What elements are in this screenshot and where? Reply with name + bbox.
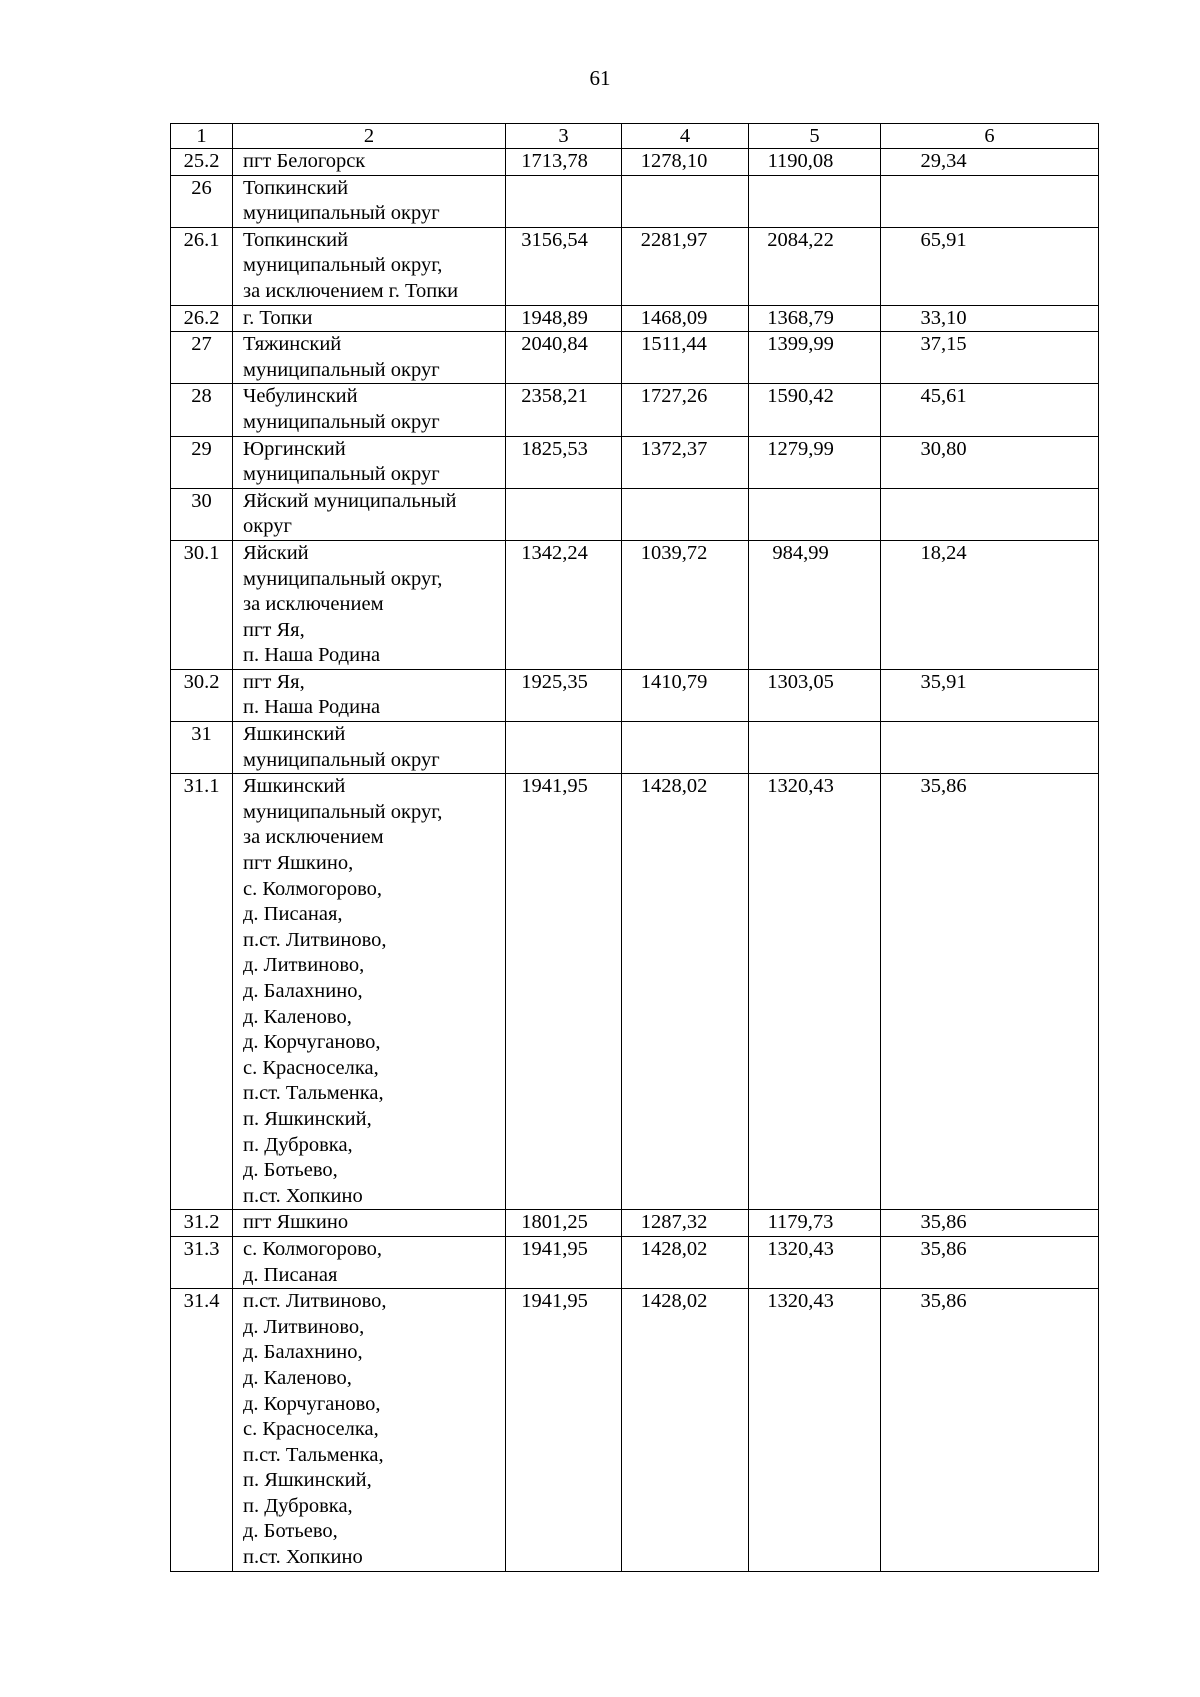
territory-name-line: муниципальный округ, <box>243 254 443 277</box>
territory-name-cell <box>233 175 506 227</box>
value-cell-col3: 1713,78 <box>506 149 622 176</box>
value-cell-col6: 45,61 <box>881 384 1099 436</box>
territory-name-line: муниципальный округ <box>243 410 440 433</box>
territory-name-line: п. Наша Родина <box>243 644 381 667</box>
territory-name-cell <box>233 305 506 332</box>
territory-name-line: Яйский муниципальный <box>243 489 457 512</box>
page-number: 61 <box>589 66 611 90</box>
territory-name-line: п.ст. Хопкино <box>243 1546 363 1569</box>
row-number-cell: 31.1 <box>171 774 233 1210</box>
territory-name-line: муниципальный округ <box>243 358 440 381</box>
value-cell-col5: 2084,22 <box>749 227 881 305</box>
value-cell-col4: 1372,37 <box>622 436 749 488</box>
territory-name-cell <box>233 1210 506 1237</box>
value-cell-col4: 1468,09 <box>622 305 749 332</box>
territory-name-line: муниципальный округ <box>243 202 440 225</box>
value-cell-col6: 35,86 <box>881 1210 1099 1237</box>
territory-name-cell <box>233 332 506 384</box>
value-cell-col3: 1801,25 <box>506 1210 622 1237</box>
territory-name-line: д. Каленово, <box>243 1366 352 1389</box>
territory-name-line: с. Красноселка, <box>243 1418 379 1441</box>
table-row <box>171 1210 1099 1237</box>
value-cell-col4: 1727,26 <box>622 384 749 436</box>
table-row <box>171 488 1099 540</box>
column-header: 3 <box>506 124 622 149</box>
territory-name-line: Чебулинский <box>243 385 358 408</box>
value-cell-col3: 2040,84 <box>506 332 622 384</box>
value-cell-col5 <box>749 175 881 227</box>
table-row <box>171 774 1099 1210</box>
table-row <box>171 1236 1099 1288</box>
table-row <box>171 436 1099 488</box>
value-cell-col3 <box>506 488 622 540</box>
territory-name-line: д. Писаная <box>243 1263 338 1286</box>
territory-name-line: Тяжинский <box>243 333 342 356</box>
territory-name-line: с. Красноселка, <box>243 1056 379 1079</box>
value-cell-col6 <box>881 175 1099 227</box>
row-number-cell: 30 <box>171 488 233 540</box>
value-cell-col6: 65,91 <box>881 227 1099 305</box>
territory-name-line: Топкинский <box>243 228 349 251</box>
value-cell-col3: 3156,54 <box>506 227 622 305</box>
value-cell-col4: 1410,79 <box>622 669 749 721</box>
value-cell-col6: 35,86 <box>881 1236 1099 1288</box>
column-header: 2 <box>233 124 506 149</box>
territory-name-line: муниципальный округ, <box>243 567 443 590</box>
territory-name-cell <box>233 669 506 721</box>
territory-name-line: с. Колмогорово, <box>243 1237 382 1260</box>
value-cell-col3: 1941,95 <box>506 1236 622 1288</box>
value-cell-col4: 2281,97 <box>622 227 749 305</box>
territory-name-line: пгт Яя, <box>243 670 305 693</box>
table-row <box>171 722 1099 774</box>
table-row <box>171 384 1099 436</box>
value-cell-col4: 1287,32 <box>622 1210 749 1237</box>
territory-name-line: д. Каленово, <box>243 1005 352 1028</box>
territory-name-cell <box>233 540 506 669</box>
territory-name-line: п.ст. Хопкино <box>243 1184 363 1207</box>
value-cell-col6: 35,86 <box>881 1289 1099 1572</box>
value-cell-col5 <box>749 488 881 540</box>
value-cell-col6: 18,24 <box>881 540 1099 669</box>
territory-name-line: д. Корчуганово, <box>243 1031 381 1054</box>
value-cell-col3: 1342,24 <box>506 540 622 669</box>
row-number-cell: 30.1 <box>171 540 233 669</box>
data-table <box>170 123 1099 1572</box>
column-header: 6 <box>881 124 1099 149</box>
table-row <box>171 332 1099 384</box>
value-cell-col4 <box>622 722 749 774</box>
column-header: 1 <box>171 124 233 149</box>
value-cell-col6: 30,80 <box>881 436 1099 488</box>
territory-name-line: п.ст. Литвиново, <box>243 928 387 951</box>
value-cell-col3: 1941,95 <box>506 1289 622 1572</box>
row-number-cell: 30.2 <box>171 669 233 721</box>
value-cell-col3 <box>506 722 622 774</box>
value-cell-col3: 1948,89 <box>506 305 622 332</box>
table-row <box>171 1289 1099 1572</box>
territory-name-line: за исключением г. Топки <box>243 279 459 302</box>
table-row <box>171 149 1099 176</box>
territory-name-line: пгт Белогорск <box>243 150 366 172</box>
territory-name-line: п.ст. Тальменка, <box>243 1082 384 1105</box>
territory-name-line: Яшкинский <box>243 775 346 798</box>
value-cell-col5: 1179,73 <box>749 1210 881 1237</box>
territory-name-cell <box>233 227 506 305</box>
value-cell-col5: 984,99 <box>749 540 881 669</box>
territory-name-line: д. Балахнино, <box>243 980 363 1002</box>
row-number-cell: 27 <box>171 332 233 384</box>
territory-name-line: п.ст. Тальменка, <box>243 1443 384 1466</box>
territory-name-line: муниципальный округ <box>243 463 440 486</box>
territory-name-line: за исключением <box>243 593 384 616</box>
territory-name-line: пгт Яшкино, <box>243 852 354 875</box>
table-row <box>171 540 1099 669</box>
row-number-cell: 31.3 <box>171 1236 233 1288</box>
value-cell-col6 <box>881 722 1099 774</box>
value-cell-col6: 29,34 <box>881 149 1099 176</box>
row-number-cell: 26.2 <box>171 305 233 332</box>
value-cell-col5: 1320,43 <box>749 1236 881 1288</box>
territory-name-cell <box>233 149 506 176</box>
territory-name-cell <box>233 488 506 540</box>
territory-name-line: д. Ботьево, <box>243 1159 338 1182</box>
row-number-cell: 31.4 <box>171 1289 233 1572</box>
territory-name-cell <box>233 774 506 1210</box>
territory-name-cell <box>233 1236 506 1288</box>
territory-name-line: за исключением <box>243 826 384 849</box>
value-cell-col6: 35,86 <box>881 774 1099 1210</box>
territory-name-line: с. Колмогорово, <box>243 877 382 900</box>
value-cell-col3: 1825,53 <box>506 436 622 488</box>
value-cell-col6: 33,10 <box>881 305 1099 332</box>
value-cell-col5: 1279,99 <box>749 436 881 488</box>
territory-name-line: п. Наша Родина <box>243 696 381 719</box>
value-cell-col6: 37,15 <box>881 332 1099 384</box>
territory-name-line: п. Яшкинский, <box>243 1107 372 1130</box>
territory-name-line: Яйский <box>243 541 309 564</box>
value-cell-col3 <box>506 175 622 227</box>
territory-name-line: п. Дубровка, <box>243 1494 353 1517</box>
territory-name-line: п. Дубровка, <box>243 1133 353 1156</box>
territory-name-line: муниципальный округ <box>243 748 440 771</box>
value-cell-col5: 1399,99 <box>749 332 881 384</box>
value-cell-col4: 1039,72 <box>622 540 749 669</box>
table-row <box>171 305 1099 332</box>
territory-name-line: г. Топки <box>243 306 313 329</box>
value-cell-col6: 35,91 <box>881 669 1099 721</box>
territory-name-cell <box>233 436 506 488</box>
territory-name-line: Юргинский <box>243 437 346 460</box>
value-cell-col5: 1320,43 <box>749 774 881 1210</box>
territory-name-cell <box>233 1289 506 1572</box>
value-cell-col3: 1941,95 <box>506 774 622 1210</box>
territory-name-line: д. Писаная, <box>243 903 343 926</box>
value-cell-col5 <box>749 722 881 774</box>
territory-name-line: д. Литвиново, <box>243 1315 365 1338</box>
territory-name-line: д. Корчуганово, <box>243 1392 381 1415</box>
value-cell-col4: 1428,02 <box>622 774 749 1210</box>
territory-name-line: д. Балахнино, <box>243 1341 363 1364</box>
row-number-cell: 26 <box>171 175 233 227</box>
territory-name-line: Яшкинский <box>243 723 346 746</box>
row-number-cell: 28 <box>171 384 233 436</box>
row-number-cell: 26.1 <box>171 227 233 305</box>
table-row <box>171 227 1099 305</box>
column-header: 5 <box>749 124 881 149</box>
value-cell-col4: 1428,02 <box>622 1289 749 1572</box>
value-cell-col5: 1590,42 <box>749 384 881 436</box>
territory-name-line: пгт Яя, <box>243 618 305 641</box>
table-row <box>171 175 1099 227</box>
value-cell-col3: 2358,21 <box>506 384 622 436</box>
territory-name-line: муниципальный округ, <box>243 800 443 823</box>
territory-name-line: округ <box>243 515 292 538</box>
row-number-cell: 29 <box>171 436 233 488</box>
territory-name-line: Топкинский <box>243 176 349 199</box>
value-cell-col4: 1511,44 <box>622 332 749 384</box>
territory-name-line: п.ст. Литвиново, <box>243 1290 387 1313</box>
territory-name-cell <box>233 384 506 436</box>
value-cell-col4 <box>622 488 749 540</box>
table-header-row <box>171 124 1099 149</box>
row-number-cell: 31.2 <box>171 1210 233 1237</box>
value-cell-col5: 1190,08 <box>749 149 881 176</box>
territory-name-line: д. Ботьево, <box>243 1520 338 1543</box>
value-cell-col4: 1428,02 <box>622 1236 749 1288</box>
value-cell-col5: 1303,05 <box>749 669 881 721</box>
territory-name-line: п. Яшкинский, <box>243 1469 372 1492</box>
row-number-cell: 31 <box>171 722 233 774</box>
value-cell-col3: 1925,35 <box>506 669 622 721</box>
value-cell-col4 <box>622 175 749 227</box>
territory-name-cell <box>233 722 506 774</box>
territory-name-line: д. Литвиново, <box>243 954 365 977</box>
value-cell-col5: 1320,43 <box>749 1289 881 1572</box>
value-cell-col5: 1368,79 <box>749 305 881 332</box>
value-cell-col4: 1278,10 <box>622 149 749 176</box>
row-number-cell: 25.2 <box>171 149 233 176</box>
table-row <box>171 669 1099 721</box>
column-header: 4 <box>622 124 749 149</box>
territory-name-line: пгт Яшкино <box>243 1211 349 1234</box>
value-cell-col6 <box>881 488 1099 540</box>
